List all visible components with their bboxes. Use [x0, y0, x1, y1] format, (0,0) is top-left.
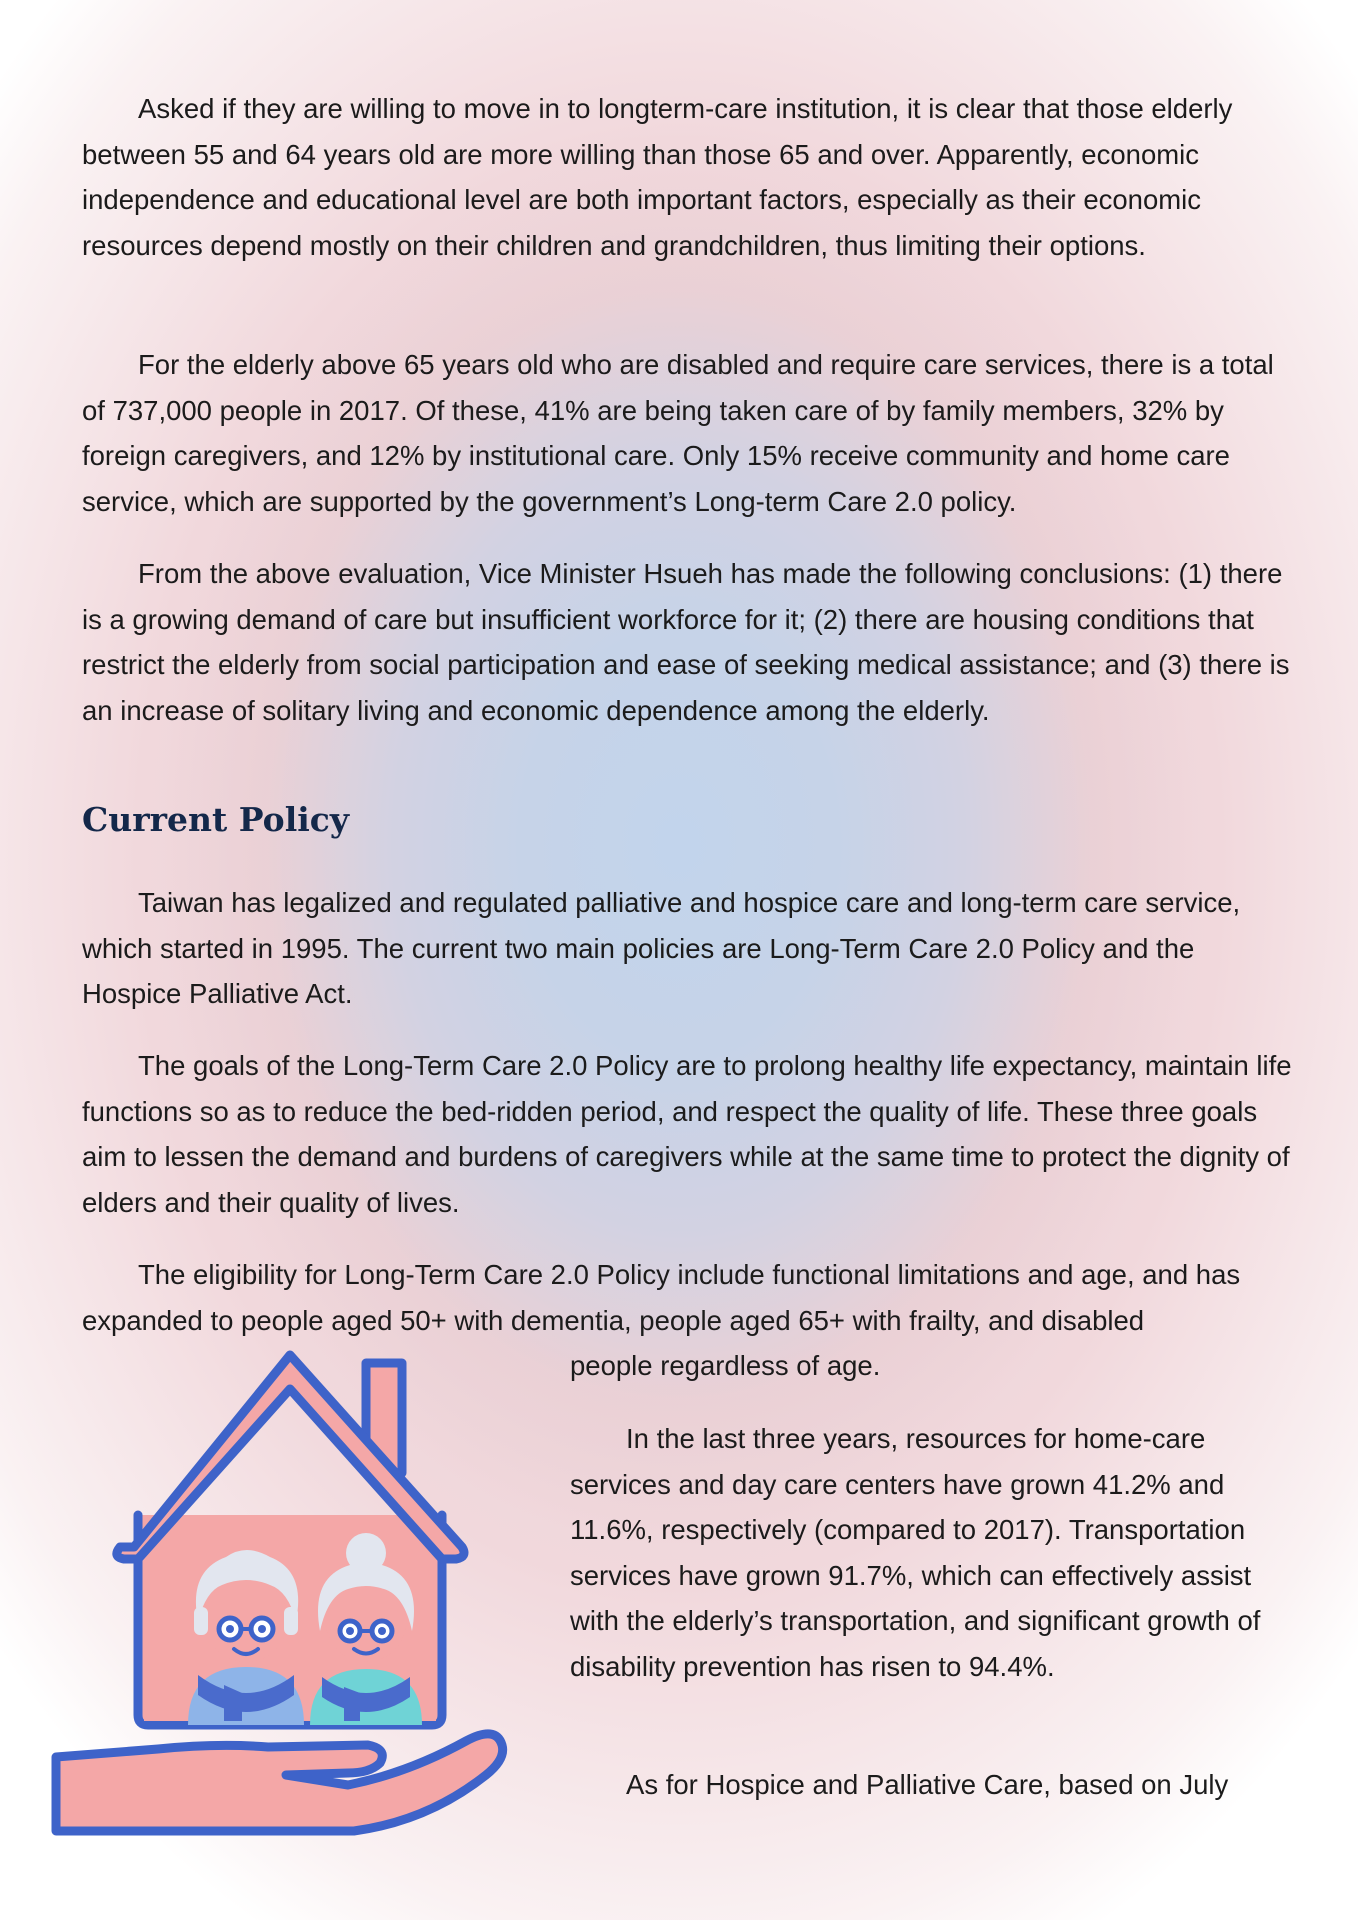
paragraph-conclusions: From the above evaluation, Vice Minister Hsueh has made the following conclusions: (1) there is a growing demand of care but insufficient workforce for it; (2) there are housing conditions that restrict the elderly from social participation and ease of seeking medical assistance; and (3) there is an increase of solitary living and economic dependence among the elderly. — [82, 558, 1290, 726]
paragraph-disabled-elderly: For the elderly above 65 years old who are disabled and require care services, there is a total of 737,000 people in 2017. Of these, 41% are being taken care of by family members, 32% by foreign caregivers, and 12% by institutional care. Only 15% receive community and home care service, which are supported by the government’s Long-term Care 2.0 policy. — [82, 349, 1274, 517]
hand-icon — [56, 1734, 503, 1831]
paragraph-hospice-care: As for Hospice and Palliative Care, based on July — [626, 1769, 1229, 1800]
paragraph-eligibility-continued: people regardless of age. — [570, 1350, 881, 1381]
paragraph-policy-goals: The goals of the Long-Term Care 2.0 Policy are to prolong healthy life expectancy, maintain life functions so as to reduce the bed-ridden period, and respect the quality of life. These three goals aim to lessen the demand and burdens of caregivers while at the same time to protect the dignity of elders and their quality of lives. — [82, 1050, 1292, 1218]
paragraph-policy-intro: Taiwan has legalized and regulated palliative and hospice care and long-term care service, which started in 1995. The current two main policies are Long-Term Care 2.0 Policy and the Hospice Palliative Act. — [82, 887, 1241, 1010]
paragraph-willingness: Asked if they are willing to move in to longterm-care institution, it is clear that those elderly between 55 and 64 years old are more willing than those 65 and over. Apparently, economic independence and educational level are both important factors, especially as their economic resources depend mostly on their children and grandchildren, thus limiting their options. — [82, 93, 1233, 261]
elderly-couple-house-in-hand-icon — [48, 1345, 558, 1845]
section-heading-current-policy: Current Policy — [82, 800, 350, 839]
paragraph-resource-growth: In the last three years, resources for home-care services and day care centers have grown 41.2% and 11.6%, respectively (compared to 2017). Transportation services have grown 91.7%, which can effectively assist with the elderly’s transportation, and significant growth of disability prevention has risen to 94.4%. — [570, 1423, 1261, 1682]
paragraph-eligibility: The eligibility for Long-Term Care 2.0 Policy include functional limitations and age, and has expanded to people aged 50+ with dementia, people aged 65+ with frailty, and disabled — [82, 1259, 1241, 1336]
